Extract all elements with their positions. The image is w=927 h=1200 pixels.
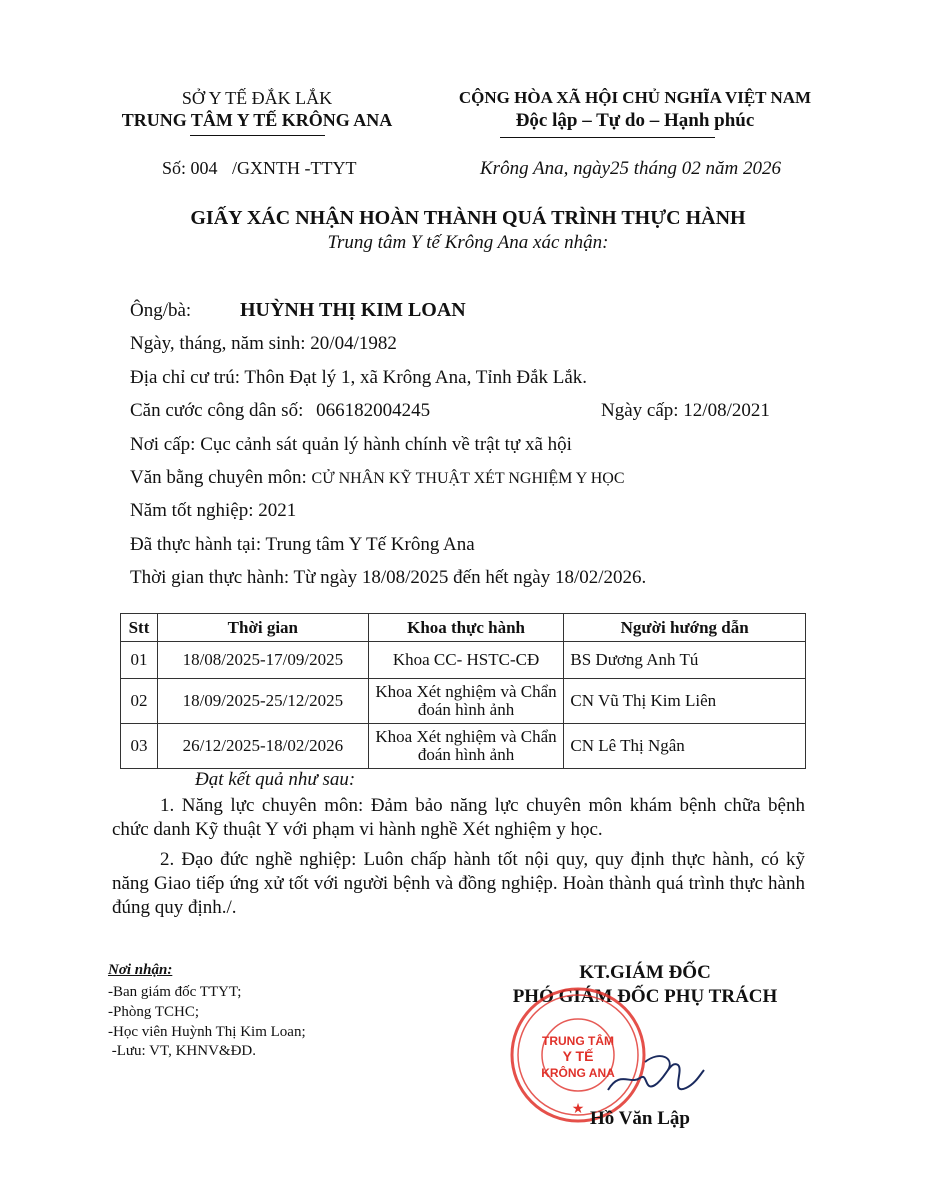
document-title: GIẤY XÁC NHẬN HOÀN THÀNH QUÁ TRÌNH THỰC HÀNH	[190, 207, 746, 229]
table-row	[121, 642, 806, 679]
header-left-divider	[190, 135, 325, 136]
row-department: Khoa Xét nghiệm và Chẩn đoán hình ảnh	[368, 679, 564, 724]
table-header-row	[121, 614, 806, 642]
handwritten-signature	[600, 1040, 710, 1110]
header-time: Thời gian	[157, 614, 368, 642]
results-intro: Đạt kết quả như sau:	[195, 769, 356, 790]
signature-title: KT.GIÁM ĐỐC	[579, 962, 711, 983]
person-name: HUỲNH THỊ KIM LOAN	[239, 299, 466, 321]
row-time: 26/12/2025-18/02/2026	[157, 724, 368, 769]
practice-table	[120, 613, 806, 769]
signer-name: Hồ Văn Lập	[590, 1108, 690, 1129]
header-department: Khoa thực hành	[368, 614, 564, 642]
row-time: 18/08/2025-17/09/2025	[157, 642, 368, 679]
seal-text-3: KRÔNG ANA	[541, 1066, 615, 1080]
id-label: Căn cước công dân số:	[130, 400, 304, 421]
id-line	[130, 400, 430, 422]
recipient-item: -Phòng TCHC;	[108, 1004, 199, 1020]
signature-position: PHÓ GIÁM ĐỐC PHỤ TRÁCH	[512, 986, 778, 1007]
table-row	[121, 679, 806, 724]
header-stt: Stt	[121, 614, 158, 642]
doc-number-label: Số:	[162, 158, 187, 178]
degree-value: CỬ NHÂN KỸ THUẬT XÉT NGHIỆM Y HỌC	[311, 470, 625, 487]
row-stt: 03	[121, 724, 158, 769]
seal-text-2: Y TẾ	[562, 1048, 594, 1064]
row-department: Khoa CC- HSTC-CĐ	[368, 642, 564, 679]
recipient-item: -Lưu: VT, KHNV&ĐD.	[108, 1043, 256, 1059]
row-time: 18/09/2025-25/12/2025	[157, 679, 368, 724]
header-instructor: Người hướng dẫn	[564, 614, 806, 642]
id-number: 066182004245	[316, 400, 431, 421]
result-professional: 1. Năng lực chuyên môn: Đảm bảo năng lực chuyên môn khám bệnh chữa bệnh chức danh Kỹ thuật Y với phạm vi hành nghề Xét nghiệm y học.	[112, 795, 805, 840]
recipient-item: -Học viên Huỳnh Thị Kim Loan;	[108, 1024, 306, 1040]
row-stt: 02	[121, 679, 158, 724]
practice-time: Thời gian thực hành: Từ ngày 18/08/2025 đến hết ngày 18/02/2026.	[130, 567, 647, 588]
degree-line	[130, 467, 625, 489]
address: Địa chỉ cư trú: Thôn Đạt lý 1, xã Krông Ana, Tỉnh Đắk Lắk.	[130, 367, 588, 388]
row-stt: 01	[121, 642, 158, 679]
header-organization: TRUNG TÂM Y TẾ KRÔNG ANA	[121, 110, 393, 130]
recipients-label: Nơi nhận:	[108, 962, 173, 978]
seal-star-icon: ★	[571, 1102, 585, 1117]
seal-text-1: TRUNG TÂM	[542, 1034, 614, 1048]
doc-code: /GXNTH -TTYT	[232, 158, 357, 178]
doc-number: 004	[190, 158, 218, 178]
graduation-year: Năm tốt nghiệp: 2021	[130, 500, 297, 521]
result-ethics: 2. Đạo đức nghề nghiệp: Luôn chấp hành tốt nội quy, quy định thực hành, có kỹ năng Giao tiếp ứng xử tốt với người bệnh và đồng nghiệp. Hoàn thành quá trình thực hành đúng quy định./.	[112, 849, 805, 918]
row-department: Khoa Xét nghiệm và Chẩn đoán hình ảnh	[368, 724, 564, 769]
issue-date: Ngày cấp: 12/08/2021	[601, 400, 770, 421]
name-line	[130, 299, 466, 322]
place-date: Krông Ana, ngày25 tháng 02 năm 2026	[480, 158, 782, 179]
row-instructor: CN Lê Thị Ngân	[564, 724, 806, 769]
table-row	[121, 724, 806, 769]
header-country: CỘNG HÒA XÃ HỘI CHỦ NGHĨA VIỆT NAM	[458, 88, 812, 107]
row-instructor: BS Dương Anh Tú	[564, 642, 806, 679]
recipient-item: -Ban giám đốc TTYT;	[108, 984, 242, 1000]
row-instructor: CN Vũ Thị Kim Liên	[564, 679, 806, 724]
header-motto: Độc lập – Tự do – Hạnh phúc	[515, 110, 755, 131]
practice-place: Đã thực hành tại: Trung tâm Y Tế Krông Ana	[130, 534, 475, 555]
issue-place: Nơi cấp: Cục cảnh sát quản lý hành chính về trật tự xã hội	[130, 434, 572, 455]
header-department: SỞ Y TẾ ĐẮK LẮK	[181, 88, 333, 108]
birth-date: Ngày, tháng, năm sinh: 20/04/1982	[130, 333, 397, 354]
degree-label: Văn bằng chuyên môn:	[130, 467, 307, 488]
name-label: Ông/bà:	[130, 300, 192, 321]
doc-number-line	[162, 158, 357, 179]
document-subtitle: Trung tâm Y tế Krông Ana xác nhận:	[327, 232, 609, 253]
header-right-divider	[500, 137, 715, 138]
